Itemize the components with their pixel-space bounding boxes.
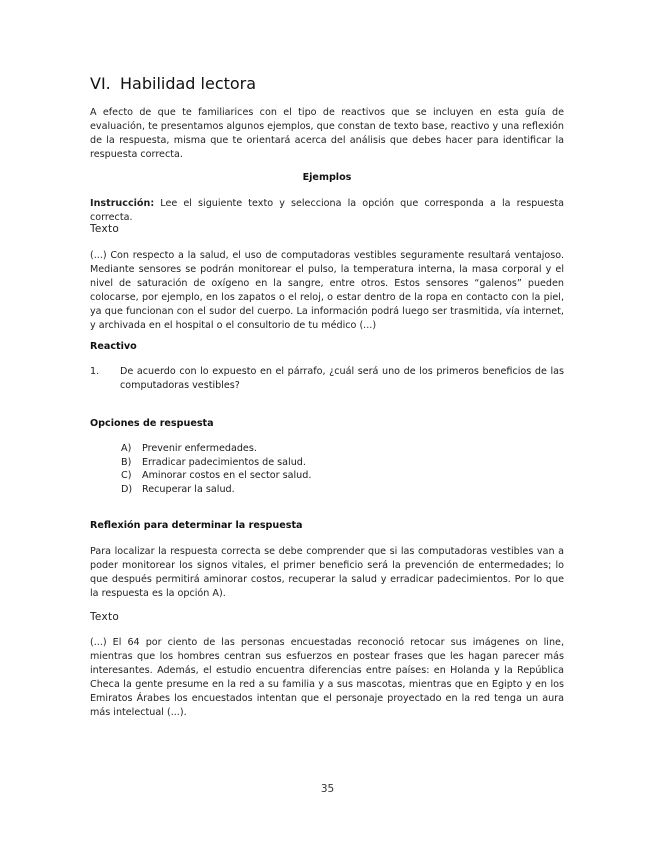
instruction-line: [90, 197, 564, 225]
option-a: [121, 442, 311, 456]
reflection-heading: Reflexión para determinar la respuesta: [90, 520, 303, 531]
option-d: [121, 483, 311, 497]
instruction-text: Lee el siguiente texto y selecciona la opción que corresponda a la respuesta correcta.: [90, 198, 564, 223]
option-text: Prevenir enfermedades.: [142, 443, 257, 454]
section-title-text: Habilidad lectora: [120, 74, 257, 93]
text-body-1: (...) Con respecto a la salud, el uso de computadoras vestibles seguramente resultará ventajoso. Mediante sensores se podrán monitorear el pulso, la temperatura interna, la masa corporal y el nivel de saturación de oxígeno en la sangre, entre otros. Estos sensores “galenos” pueden colocarse, por ejemplo, en los zapatos o el reloj, o estar dentro de la ropa en contacto con la piel, ya que funcionan con el sudor del cuerpo. La información podrá luego ser trasmitida, vía internet, y archivada en el hospital o el consultorio de tu médico (...): [90, 250, 564, 331]
option-letter: C): [121, 470, 132, 481]
option-text: Erradicar padecimientos de salud.: [142, 456, 306, 468]
page-number: 35: [320, 783, 335, 795]
option-text: Aminorar costos en el sector salud.: [142, 470, 312, 481]
instruction-label: Instrucción:: [90, 198, 155, 209]
reactivo-heading: Reactivo: [90, 341, 137, 352]
options-list: [121, 442, 311, 496]
section-number: VI.: [90, 74, 111, 93]
text-label-2: Texto: [90, 611, 120, 623]
question-number: 1.: [90, 366, 100, 377]
option-letter: D): [121, 483, 133, 495]
intro-paragraph: A efecto de que te familiarices con el tipo de reactivos que se incluyen en esta guía de evaluación, te presentamos algunos ejemplos, que constan de texto base, reactivo y una reflexión de la respuesta, misma que te orientará acerca del análisis que debes hacer para identificar la respuesta correcta.: [90, 107, 564, 160]
option-text: Recuperar la salud.: [142, 483, 235, 495]
option-letter: B): [121, 456, 132, 468]
option-letter: A): [121, 443, 132, 454]
question-text: De acuerdo con lo expuesto en el párrafo, ¿cuál será uno de los primeros beneficios de las computadoras vestibles?: [120, 366, 564, 391]
examples-heading: Ejemplos: [302, 172, 352, 183]
options-heading: Opciones de respuesta: [90, 418, 214, 429]
reflection-paragraph: Para localizar la respuesta correcta se debe comprender que si las computadoras vestibles van a poder monitorear los signos vitales, el primer beneficio será la prevención de entermedades; lo que después permitirá aminorar costos, recuperar la salud y erradicar padecimientos. Por lo que la respuesta es la opción A).: [90, 546, 564, 599]
text-label-1: Texto: [90, 223, 120, 235]
option-b: [121, 456, 311, 470]
text-body-2: (...) El 64 por ciento de las personas encuestadas reconoció retocar sus imágenes on line, mientras que los hombres centran sus esfuerzos en postear frases que les hagan parecer más interesantes. Además, el estudio encuentra diferencias entre países: en Holanda y la República Checa la gente presume en la red a su familia y a sus mascotas, mientras que en Egipto y en los Emiratos Árabes los encuestados intentan que el personaje proyectado en la red tenga un aura más intelectual (...).: [90, 637, 564, 718]
section-title: [90, 74, 256, 93]
option-c: [121, 469, 311, 483]
